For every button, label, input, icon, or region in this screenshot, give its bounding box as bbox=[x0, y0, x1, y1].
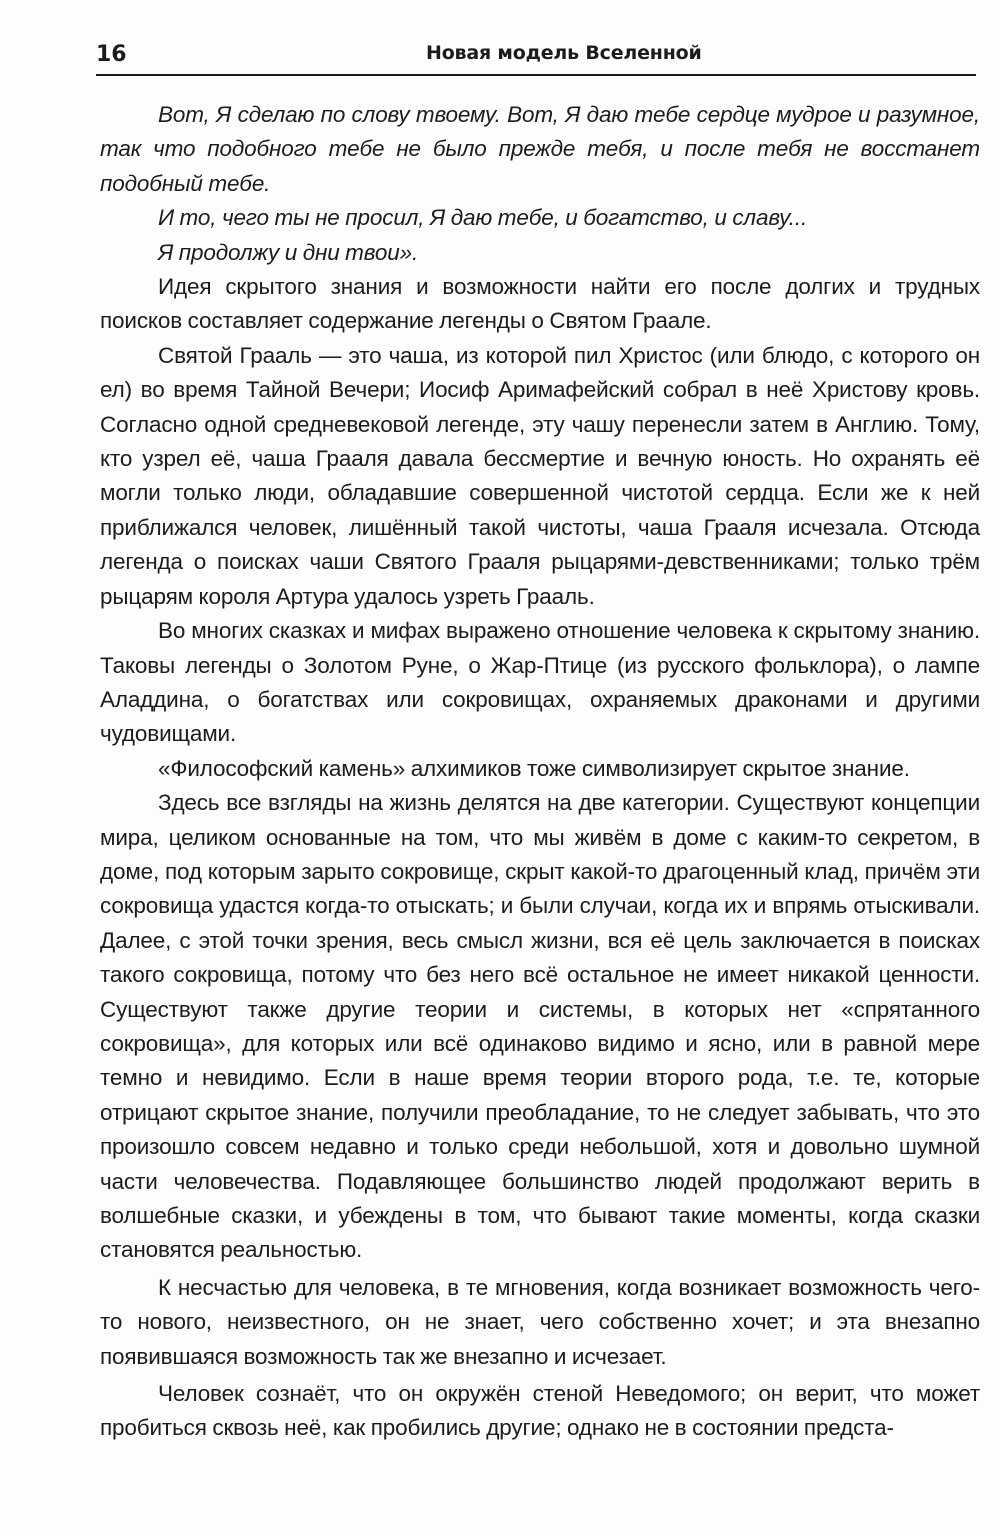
paragraph: Во многих сказках и мифах выражено отношение человека к скрытому знанию. Таковы легенды о Золотом Руне, о Жар-Птице (из русского фольклора), о лампе Аладдина, о богатствах или сокровищах, охраняемых драконами и другими чудовищами. bbox=[100, 618, 980, 747]
quote-paragraph: Я продолжу и дни твои». bbox=[158, 239, 419, 265]
quote-paragraph: Вот, Я сделаю по слову твоему. Вот, Я даю тебе сердце мудрое и разумное, так что подобного тебе не было прежде тебя, и после тебя не восстанет подобный тебе. bbox=[100, 102, 980, 196]
paragraph: Человек сознаёт, что он окружён стеной Неведомого; он верит, что может пробиться сквозь неё, как пробились другие; однако не в состоянии предста- bbox=[100, 1381, 980, 1441]
paragraph: Святой Грааль — это чаша, из которой пил Христос (или блюдо, с которого он ел) во время Тайной Вечери; Иосиф Аримафейский собрал в неё Христову кровь. Согласно одной средневековой легенде, эту чашу перенесли затем в Англию. Тому, кто узрел её, чаша Грааля давала бессмертие и вечную юность. Но охранять её могли только люди, обладавшие совершенной чистотой сердца. Если же к ней приближался человек, лишённый такой чистоты, чаша Грааля исчезала. Отсюда легенда о поисках чаши Святого Грааля рыцарями-девственниками; только трём рыцарям короля Артура удалось узреть Грааль. bbox=[100, 342, 980, 609]
paragraph: Идея скрытого знания и возможности найти его после долгих и трудных поисков составляет содержание легенды о Святом Граале. bbox=[100, 274, 980, 334]
paragraph: К несчастью для человека, в те мгновения, когда возникает возможность чего-то нового, неизвестного, он не знает, чего собственно хочет; и эта внезапно появившаяся возможность так же внезапно и исчезает. bbox=[100, 1274, 980, 1369]
page-number: 16 bbox=[96, 42, 127, 67]
quote-paragraph: И то, чего ты не просил, Я даю тебе, и богатство, и славу... bbox=[158, 205, 808, 231]
paragraph: Здесь все взгляды на жизнь делятся на две категории. Существуют концепции мира, целиком основанные на том, что мы живём в доме с каким-то секретом, в доме, под которым зарыто сокровище, скрыт какой-то драгоценный клад, причём эти сокровища удастся когда-то отыскать; и были случаи, когда их и впрямь отыскивали. Далее, с этой точки зрения, весь смысл жизни, вся её цель заключается в поисках такого сокровища, потому что без него всё остальное не имеет никакой ценности. Существуют также другие теории и системы, в которых нет «спрятанного сокровища», для которых или всё одинаково видимо и ясно, или в равной мере темно и невидимо. Если в наше время теории второго рода, т.е. те, которые отрицают скрытое знание, получили преобладание, то не следует забывать, что это произошло совсем недавно и только среди небольшой, хотя и довольно шумной части человечества. Подавляющее большинство людей продолжают верить в волшебные сказки, и убеждены в том, что бывают такие моменты, когда сказки становятся реальностью. bbox=[100, 790, 980, 1263]
paragraph: «Философский камень» алхимиков тоже символизирует скрытое знание. bbox=[158, 755, 910, 781]
page-header bbox=[96, 38, 976, 76]
running-title: Новая модель Вселенной bbox=[426, 42, 702, 64]
body-text bbox=[100, 98, 980, 1446]
